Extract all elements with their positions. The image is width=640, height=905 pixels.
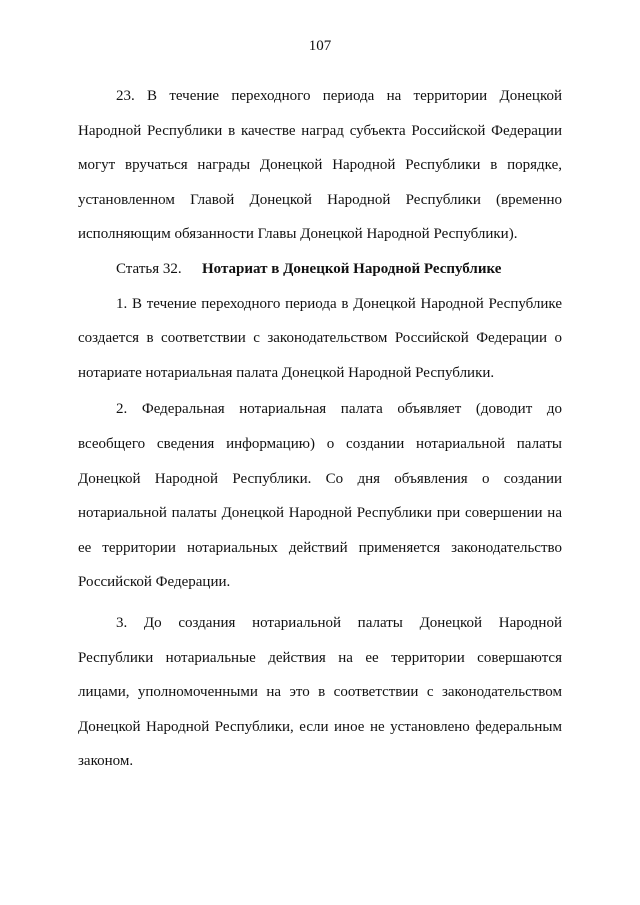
paragraph-1: 1. В течение переходного периода в Донецкой Народной Республике создается в соответствии с законодательством Российской Федерации о нотариате нотариальная палата Донецкой Народной Республики.	[78, 295, 562, 381]
paragraph-23: 23. В течение переходного периода на территории Донецкой Народной Республики в качестве наград субъекта Российской Федерации могут вручаться награды Донецкой Народной Республики в порядке, установленном Главой Донецкой Народной Республики (временно исполняющим обязанности Главы Донецкой Народной Республики).	[78, 88, 562, 243]
article-heading	[78, 252, 562, 287]
paragraph-2: 2. Федеральная нотариальная палата объявляет (доводит до всеобщего сведения информацию) о создании нотариальной палаты Донецкой Народной Республики. Со дня объявления о создании нотариальной палаты Донецкой Народной Республики при совершении на ее территории нотариальных действий применяется законодательство Российской Федерации.	[78, 401, 562, 591]
paragraph-3: 3. До создания нотариальной палаты Донецкой Народной Республики нотариальные действия на ее территории совершаются лицами, уполномоченными на это в соответствии с законодательством Донецкой Народной Республики, если иное не установлено федеральным законом.	[78, 614, 562, 770]
article-title: Нотариат в Донецкой Народной Республике	[202, 260, 502, 277]
document-body	[78, 79, 562, 779]
article-number: Статья 32.	[116, 260, 182, 277]
page-number: 107	[308, 38, 332, 54]
